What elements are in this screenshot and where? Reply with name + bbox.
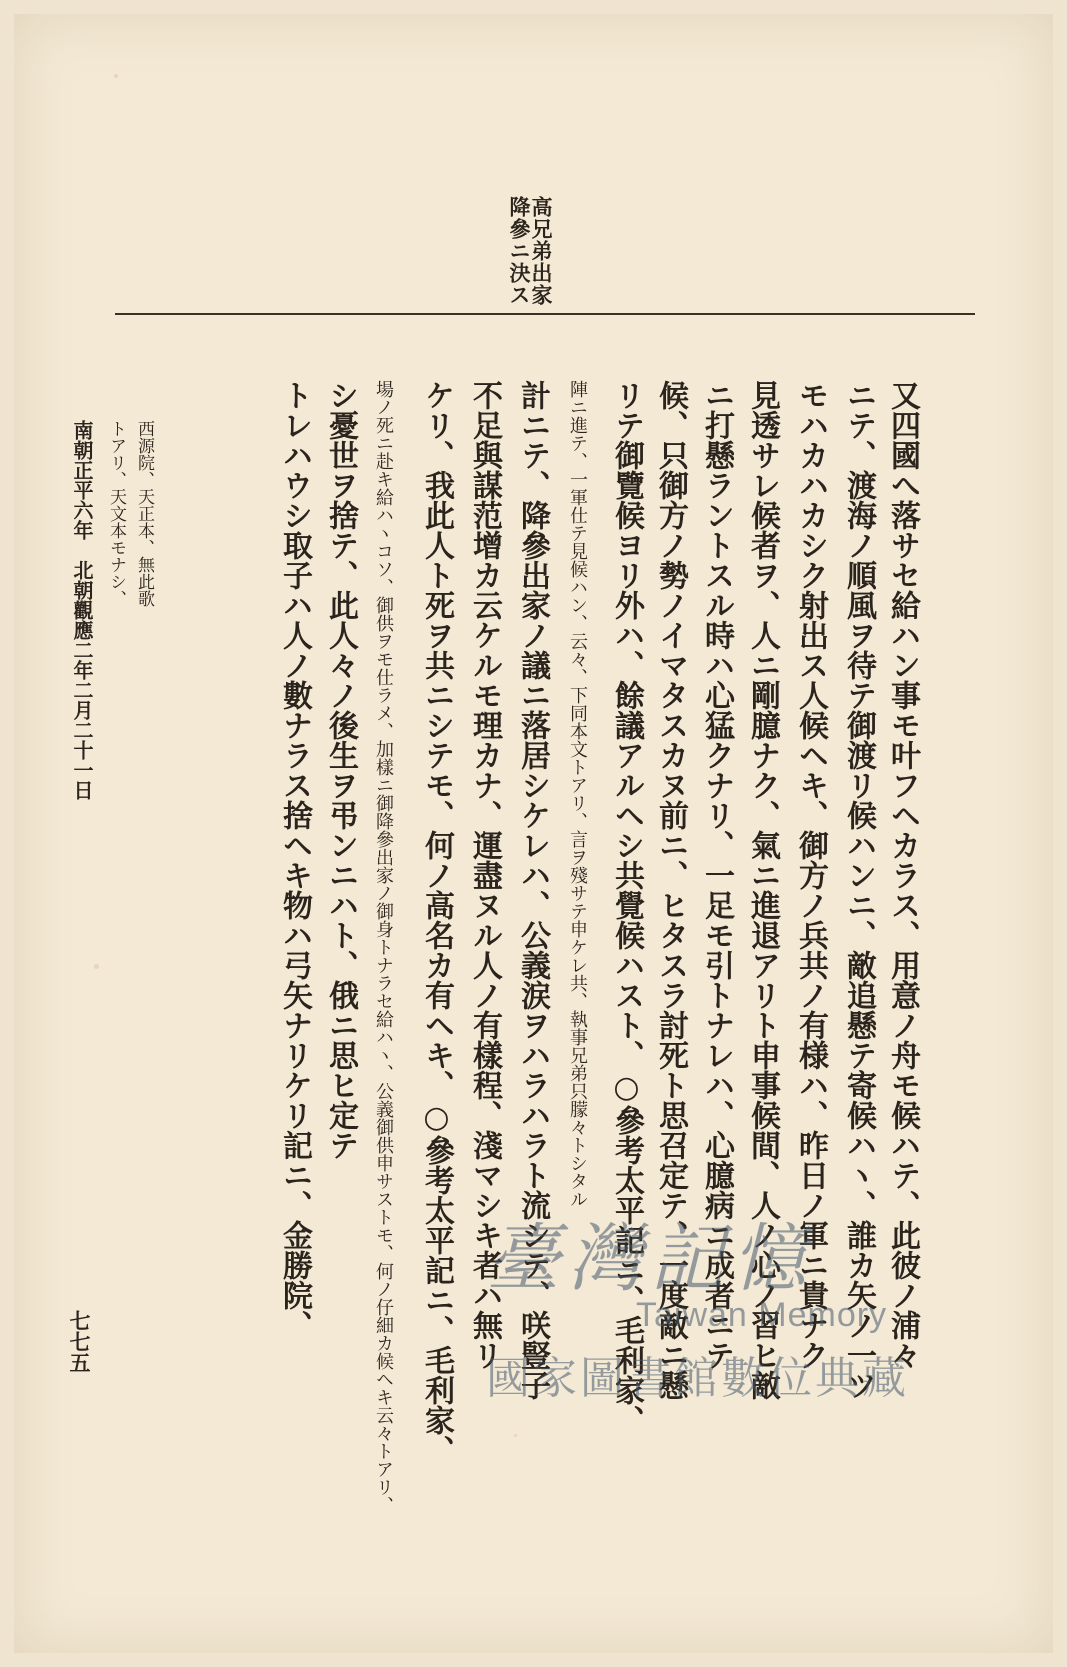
text-column: 不足與謀范增カ云ケルモ理カナ、運盡ヌル人ノ有樣程、淺マシキ者ハ無リ — [467, 380, 502, 1370]
side-note: トアリ、天文本モナシ、 — [106, 420, 126, 607]
text-column: 陣ニ進テ、一軍仕テ見候ハン、云々、下同本文トアリ、言ヲ殘サテ申ケレ共、執事兄弟只朦々トシタル — [567, 380, 588, 1208]
text-column: リテ御覽候ヨリ外ハ、餘議アルヘシ共覺候ハスト、○參考太平記ニ、毛利家、 — [609, 380, 644, 1435]
text-column: 候、只御方ノ勢ノイマタスカヌ前ニ、ヒタスラ討死ト思召定テ、一度敵ニ懸 — [653, 380, 688, 1400]
text-column: モハカハカシク射出ス人候ヘキ、御方ノ兵共ノ有様ハ、昨日ノ軍ニ貴ナク — [793, 380, 828, 1370]
watermark-subtitle: 國家圖書館數位典藏 — [486, 1353, 909, 1404]
text-column: ニテ、渡海ノ順風ヲ待テ御渡リ候ハンニ、敵追懸テ寄候ハヽ、誰カ矢ノ一ツ — [841, 380, 876, 1400]
text-column: 場ノ死ニ赴キ給ハヽコソ、御供ヲモ仕ラメ、加樣ニ御降參出家ノ御身トナラセ給ハヽ、公義御供申サストモ、何ノ仔細カ候ヘキ云々トアリ、 — [373, 380, 394, 1514]
header-rule — [115, 313, 975, 315]
text-column: シ憂世ヲ捨テ、此人々ノ後生ヲ弔ンニハト、俄ニ思ヒ定テ — [323, 380, 358, 1160]
text-column: ケリ、我此人ト死ヲ共ニシテモ、何ノ高名カ有ヘキ、○參考太平記ニ、毛利家、 — [419, 380, 454, 1465]
text-column: 又四國へ落サセ給ハン事モ叶フヘカラス、用意ノ舟モ候ハテ、此彼ノ浦々 — [885, 380, 920, 1370]
library-watermark — [486, 1200, 956, 1440]
text-column: 計ニテ、降參出家ノ議ニ落居シケレハ、公義涙ヲハラハラト流シテ、咲豎子 — [515, 380, 550, 1400]
date-line: 南朝正平六年 北朝觀應二年二月二十一日 — [70, 420, 94, 800]
text-column: 見透サレ候者ヲ、人ニ剛臆ナク、氣ニ進退アリト申事候間、人ノ心ノ習ヒ敵 — [745, 380, 780, 1400]
text-column: トレハウシ取子ハ人ノ數ナラス捨ヘキ物ハ弓矢ナリケリ記ニ、金勝院、 — [277, 380, 312, 1340]
watermark-latin: Taiwan Memory — [636, 1296, 888, 1334]
marginal-heading: 高兄弟出家降參ニ決ス — [507, 196, 554, 306]
page-number: 七七五 — [67, 1310, 92, 1373]
watermark-title: 臺灣記憶 — [486, 1216, 814, 1302]
paper-spot — [94, 964, 99, 969]
side-note: 西源院、天正本、無此歌 — [134, 420, 154, 607]
paper-spot — [114, 74, 118, 78]
text-column: ニ打懸ラントスル時ハ心猛クナリ、一足モ引トナレハ、心臆病ニ成者ニテ — [699, 380, 734, 1370]
